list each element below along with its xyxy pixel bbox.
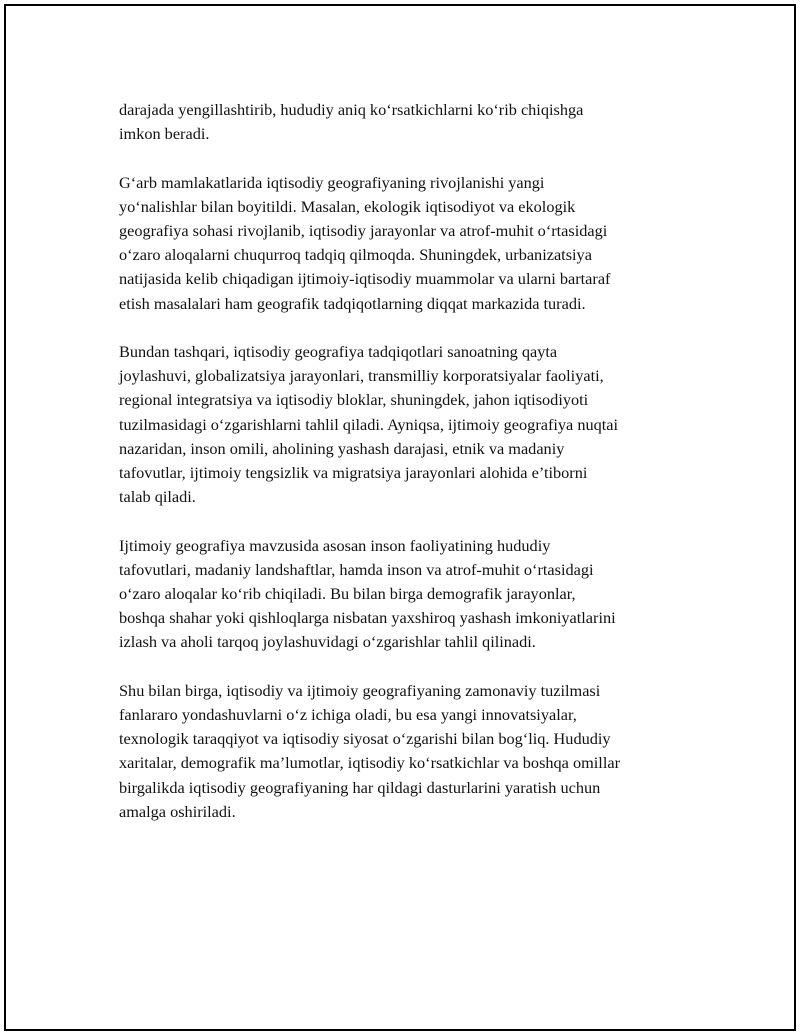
text-line: natijasida kelib chiqadigan ijtimoiy-iqtisodiy muammolar va ularni bartaraf	[119, 269, 611, 289]
text-line: imkon beradi.	[119, 124, 210, 144]
text-line: o‘zaro aloqalar ko‘rib chiqiladi. Bu bilan birga demografik jarayonlar,	[119, 584, 576, 604]
text-line: texnologik taraqqiyot va iqtisodiy siyosat o‘zgarishi bilan bog‘liq. Hududiy	[119, 729, 611, 749]
text-line: tuzilmasidagi o‘zgarishlarni tahlil qiladi. Ayniqsa, ijtimoiy geografiya nuqtai	[119, 414, 619, 434]
text-line: birgalikda iqtisodiy geografiyaning har qildagi dasturlarini yaratish uchun	[119, 777, 601, 797]
text-line: amalga oshiriladi.	[119, 801, 236, 821]
paragraph-1	[119, 98, 694, 146]
document-body	[119, 98, 694, 848]
text-line: G‘arb mamlakatlarida iqtisodiy geografiyaning rivojlanishi yangi	[119, 172, 545, 192]
paragraph-4	[119, 534, 694, 655]
text-line: tafovutlari, madaniy landshaftlar, hamda inson va atrof-muhit o‘rtasidagi	[119, 559, 594, 579]
paragraph-5	[119, 679, 694, 824]
text-line: o‘zaro aloqalarni chuqurroq tadqiq qilmoqda. Shuningdek, urbanizatsiya	[119, 245, 592, 265]
text-line: xaritalar, demografik ma’lumotlar, iqtisodiy ko‘rsatkichlar va boshqa omillar	[119, 753, 621, 773]
text-line: tafovutlar, ijtimoiy tengsizlik va migratsiya jarayonlari alohida e’tiborni	[119, 463, 588, 483]
text-line: joylashuvi, globalizatsiya jarayonlari, transmilliy korporatsiyalar faoliyati,	[119, 366, 604, 386]
text-line: Bundan tashqari, iqtisodiy geografiya tadqiqotlari sanoatning qayta	[119, 342, 558, 361]
text-line: izlash va aholi tarqoq joylashuvidagi o‘zgarishlar tahlil qilinadi.	[119, 632, 536, 652]
text-line: yo‘nalishlar bilan boyitildi. Masalan, ekologik iqtisodiyot va ekologik	[119, 196, 576, 216]
text-line: talab qiladi.	[119, 487, 196, 507]
document-page	[4, 4, 796, 1031]
text-line: geografiya sohasi rivojlanib, iqtisodiy jarayonlar va atrof-muhit o‘rtasidagi	[119, 221, 608, 240]
text-line: darajada yengillashtirib, hududiy aniq ko‘rsatkichlarni ko‘rib chiqishga	[119, 100, 584, 119]
text-line: boshqa shahar yoki qishloqlarga nisbatan yaxshiroq yashash imkoniyatlarini	[119, 608, 616, 628]
text-line: Ijtimoiy geografiya mavzusida asosan inson faoliyatining hududiy	[119, 535, 551, 555]
text-line: nazaridan, inson omili, aholining yashash darajasi, etnik va madaniy	[119, 438, 565, 458]
text-line: etish masalalari ham geografik tadqiqotlarning diqqat markazida turadi.	[119, 293, 586, 313]
paragraph-3	[119, 340, 694, 509]
text-line: Shu bilan birga, iqtisodiy va ijtimoiy geografiyaning zamonaviy tuzilmasi	[119, 680, 601, 700]
text-line: regional integratsiya va iqtisodiy bloklar, shuningdek, jahon iqtisodiyoti	[119, 390, 589, 410]
paragraph-2	[119, 171, 694, 316]
text-line: fanlararo yondashuvlarni o‘z ichiga oladi, bu esa yangi innovatsiyalar,	[119, 705, 577, 725]
